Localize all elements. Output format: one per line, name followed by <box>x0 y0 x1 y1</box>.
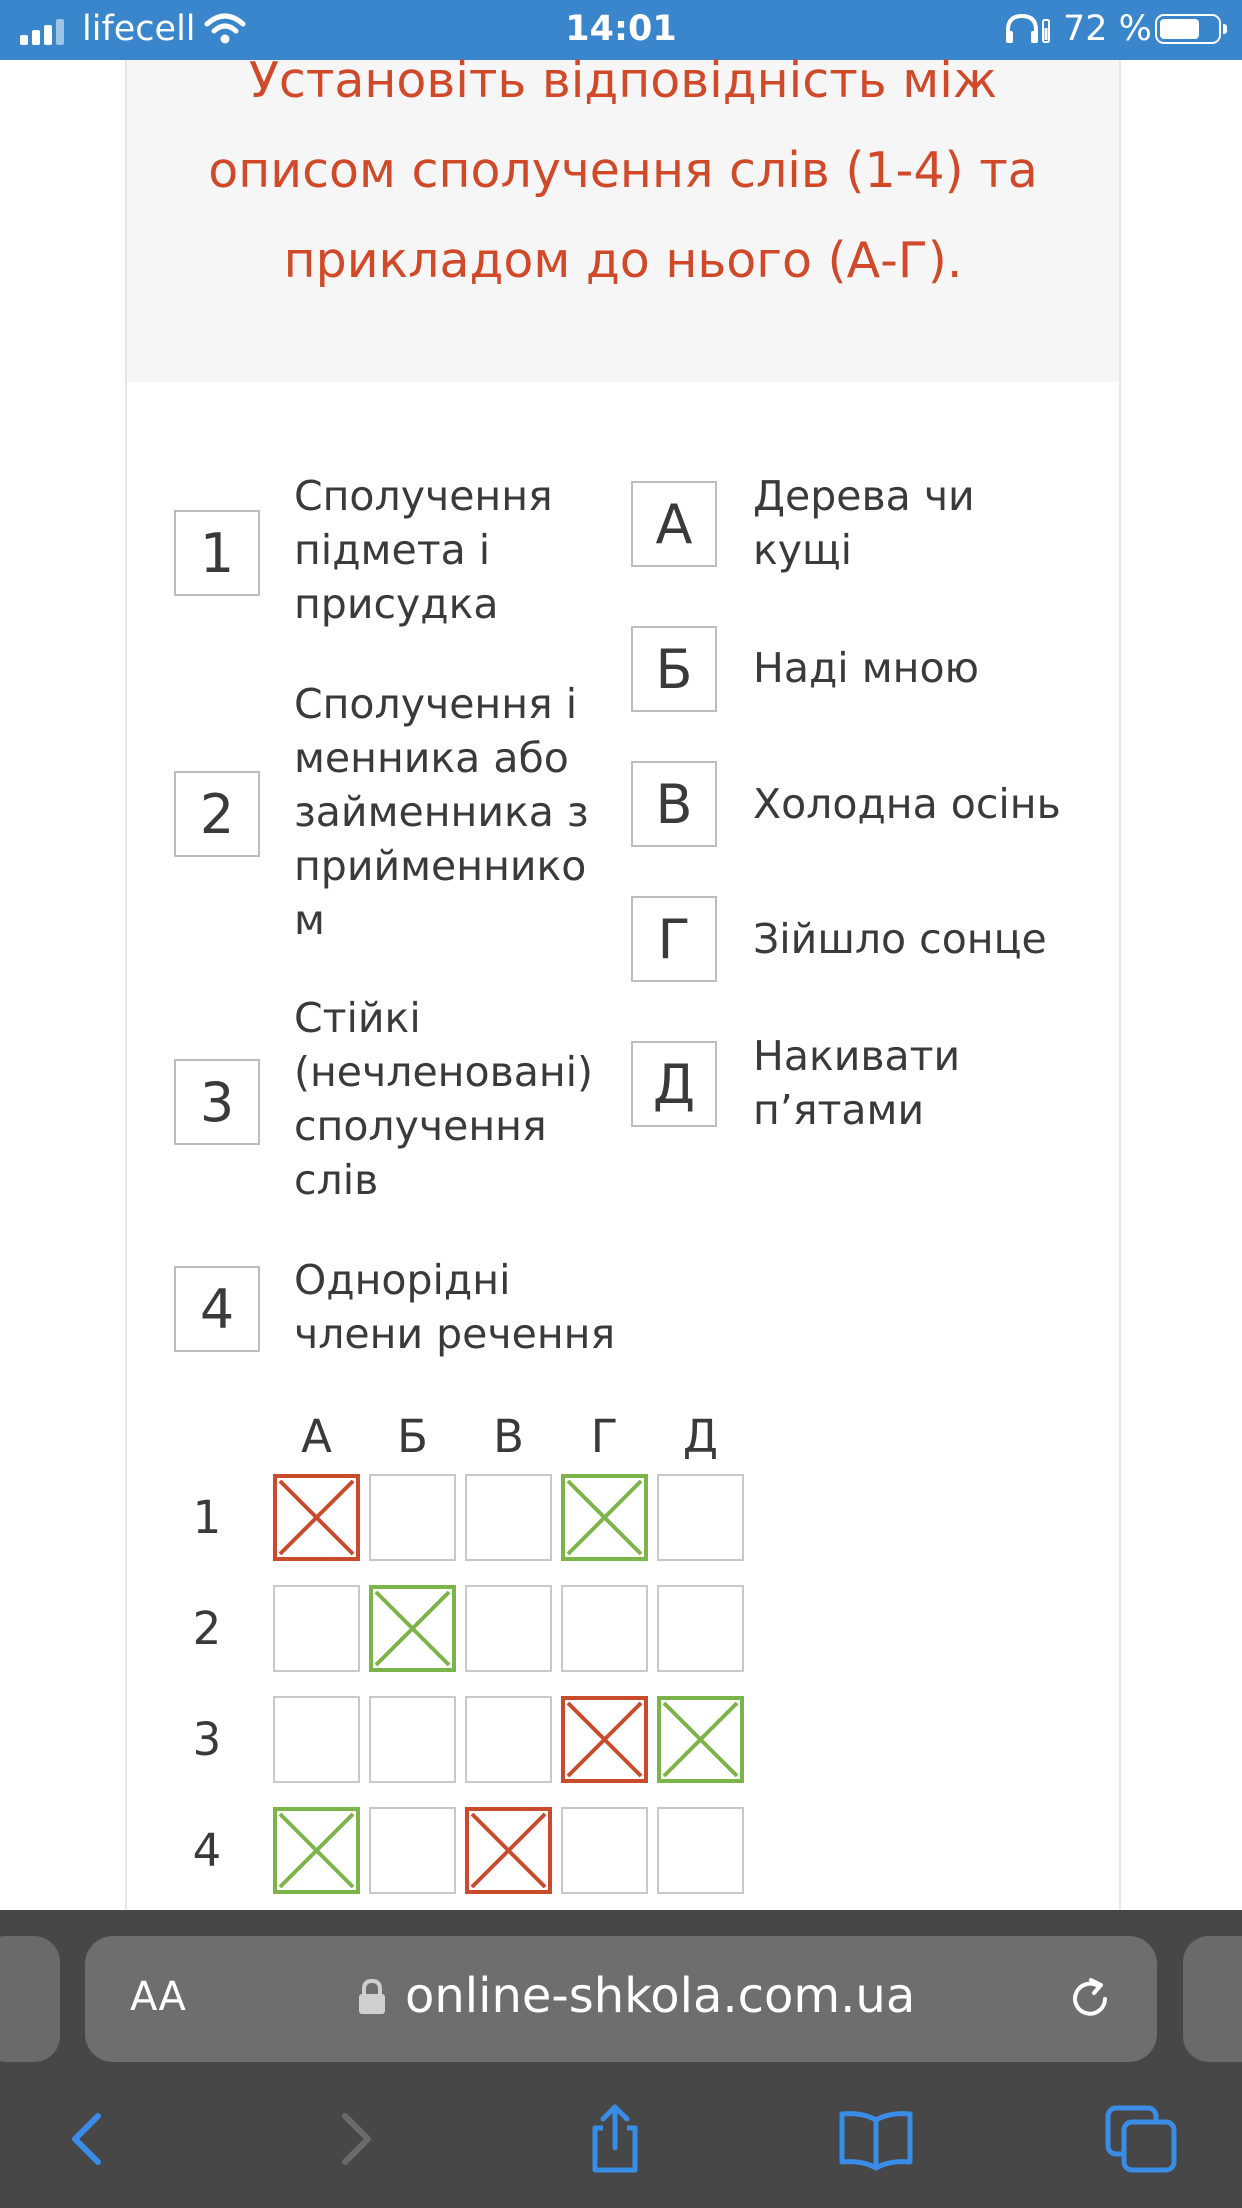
cross-mark-icon <box>565 1478 644 1557</box>
browser-toolbar <box>0 2070 1242 2208</box>
grid-cell-4-2[interactable] <box>369 1807 456 1894</box>
grid-cell-3-4[interactable] <box>561 1696 648 1783</box>
question-header <box>127 52 1119 382</box>
grid-column-d: Д <box>682 1410 719 1463</box>
left-item-text-4: Однорідні члени речення <box>294 1256 616 1358</box>
cross-mark-icon <box>277 1478 356 1557</box>
previous-tab-preview[interactable] <box>0 1936 60 2062</box>
right-item-text-d: Накивати п’ятами <box>753 1032 961 1134</box>
tabs-icon[interactable] <box>1102 2104 1182 2174</box>
right-item-text-a: Дерева чи кущі <box>753 472 975 574</box>
grid-cell-2-4[interactable] <box>561 1585 648 1672</box>
carrier-name: lifecell <box>82 9 196 49</box>
share-icon[interactable] <box>575 2104 655 2174</box>
number-box-3: 3 <box>174 1059 260 1145</box>
reload-icon[interactable] <box>1065 1974 1115 2028</box>
letter-box-g: Г <box>631 896 717 982</box>
grid-cell-1-1[interactable] <box>273 1474 360 1561</box>
grid-cell-3-5[interactable] <box>657 1696 744 1783</box>
grid-cell-2-1[interactable] <box>273 1585 360 1672</box>
cross-mark-icon <box>565 1700 644 1779</box>
grid-cell-1-4[interactable] <box>561 1474 648 1561</box>
address-bar[interactable] <box>85 1936 1157 2062</box>
right-item-text-v: Холодна осінь <box>753 780 1061 828</box>
grid-row-3: 3 <box>192 1713 222 1766</box>
grid-cell-2-3[interactable] <box>465 1585 552 1672</box>
grid-cell-2-5[interactable] <box>657 1585 744 1672</box>
number-box-2: 2 <box>174 771 260 857</box>
letter-box-v: В <box>631 761 717 847</box>
cross-mark-icon <box>277 1811 356 1890</box>
question-title: Установіть відповідність між описом сполучення слів (1-4) та прикладом до нього (А-Г). <box>208 52 1038 289</box>
grid-cell-1-2[interactable] <box>369 1474 456 1561</box>
grid-column-a: А <box>301 1410 332 1463</box>
grid-cell-2-2[interactable] <box>369 1585 456 1672</box>
grid-cell-4-5[interactable] <box>657 1807 744 1894</box>
number-box-1: 1 <box>174 510 260 596</box>
grid-row-2: 2 <box>192 1602 222 1655</box>
letter-box-a: А <box>631 481 717 567</box>
cross-mark-icon <box>469 1811 548 1890</box>
grid-column-g: Г <box>590 1410 619 1463</box>
grid-column-b: Б <box>397 1410 428 1463</box>
grid-row-4: 4 <box>192 1824 222 1877</box>
grid-row-1: 1 <box>192 1491 222 1544</box>
clock: 14:01 <box>565 9 677 49</box>
grid-cell-1-3[interactable] <box>465 1474 552 1561</box>
grid-cell-4-4[interactable] <box>561 1807 648 1894</box>
grid-cell-4-1[interactable] <box>273 1807 360 1894</box>
battery-icon <box>1155 14 1221 44</box>
browser-address-area <box>0 1910 1242 2070</box>
number-box-4: 4 <box>174 1266 260 1352</box>
bookmarks-icon[interactable] <box>836 2104 916 2174</box>
cross-mark-icon <box>661 1700 740 1779</box>
grid-column-v: В <box>493 1410 524 1463</box>
left-item-text-3: Стійкі (нечленовані) сполучення слів <box>294 994 594 1204</box>
grid-cell-3-2[interactable] <box>369 1696 456 1783</box>
url-text[interactable]: online-shkola.com.ua <box>405 1968 916 2024</box>
back-icon[interactable] <box>48 2104 128 2174</box>
right-item-text-g: Зійшло сонце <box>753 915 1047 963</box>
battery-percent: 72 % <box>1063 9 1152 49</box>
text-size-button[interactable]: AA <box>130 1974 186 2020</box>
cross-mark-icon <box>373 1589 452 1668</box>
left-item-text-2: Сполучення іменника або займенника з прийменником <box>294 680 589 944</box>
grid-cell-3-1[interactable] <box>273 1696 360 1783</box>
left-item-text-1: Сполучення підмета і присудка <box>294 472 553 628</box>
letter-box-d: Д <box>631 1041 717 1127</box>
right-item-text-b: Наді мною <box>753 644 980 692</box>
grid-cell-4-3[interactable] <box>465 1807 552 1894</box>
grid-cell-1-5[interactable] <box>657 1474 744 1561</box>
grid-cell-3-3[interactable] <box>465 1696 552 1783</box>
question-card <box>125 52 1121 1910</box>
letter-box-b: Б <box>631 626 717 712</box>
forward-icon[interactable] <box>315 2104 395 2174</box>
lock-icon <box>357 1978 387 2020</box>
next-tab-preview[interactable] <box>1183 1936 1242 2062</box>
